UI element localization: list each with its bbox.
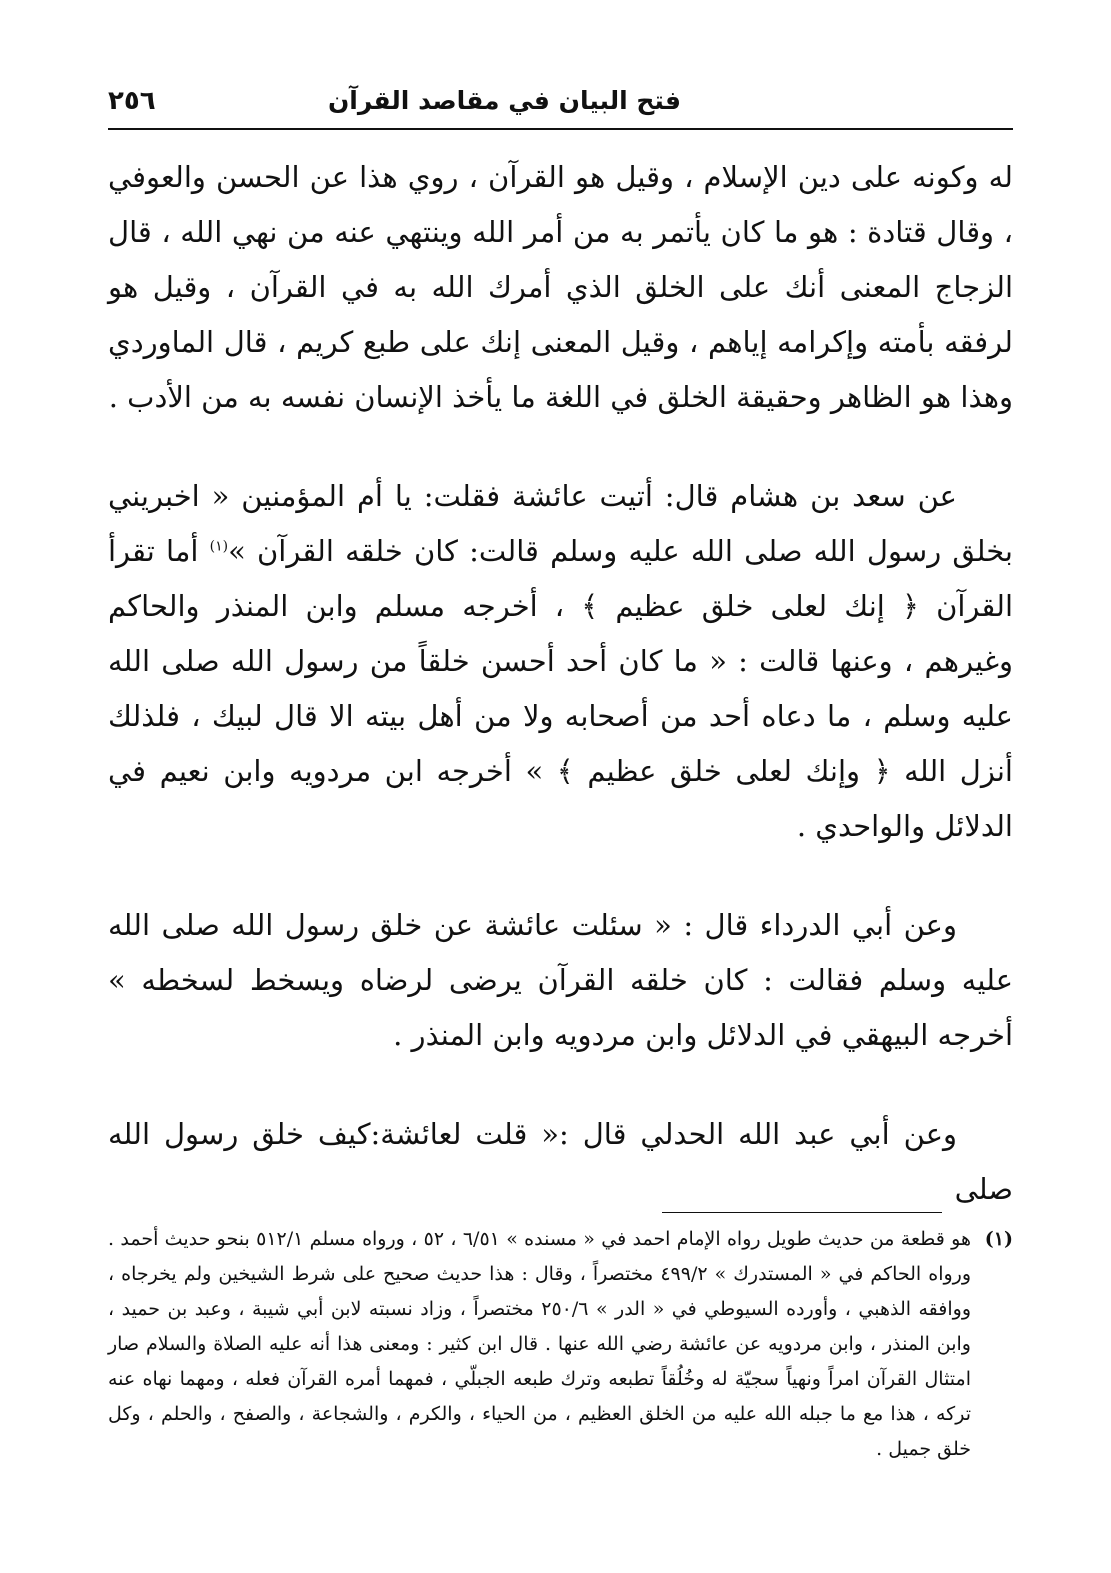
paragraph: له وكونه على دين الإسلام ، وقيل هو القرآن ، روي هذا عن الحسن والعوفي ، وقال قتادة : هو ما كان يأتمر به من أمر الله وينتهي عنه من نهي الله ، قال الزجاج المعنى أنك على الخلق الذي أمرك الله به في القرآن ، وقيل هو لرفقه بأمته وإكرامه إياهم ، وقيل المعنى إنك على طبع كريم ، قال الماوردي وهذا هو الظاهر وحقيقة الخلق في اللغة ما يأخذ الإنسان نفسه به من الأدب . [108,160,1014,414]
page-number: ٢٥٦ [108,86,156,116]
paragraph-text: أما تقرأ القرآن ﴿ إنك لعلى خلق عظيم ﴾ ، أخرجه مسلم وابن المنذر والحاكم وغيرهم ، وعنها قالت : « ما كان أحد أحسن خلقاً من رسول الله صلى الله عليه وسلم ، ما دعاه أحد من أصحابه ولا من أهل بيته الا قال لبيك ، فلذلك أنزل الله ﴿ وإنك لعلى خلق عظيم ﴾ » أخرجه ابن مردويه وابن نعيم في الدلائل والواحدي . [108,534,1013,843]
footnote-reference: (١) [209,538,229,555]
paragraph [108,469,1013,854]
main-text [108,150,1013,1217]
footnote-text: هو قطعة من حديث طويل رواه الإمام احمد في « مسنده » ٦/٥١ ، ٥٢ ، ورواه مسلم ٥١٢/١ بنحو حديث أحمد . ورواه الحاكم في « المستدرك » ٤٩٩/٢ مختصراً ، وقال : هذا حديث صحيح على شرط الشيخين ولم يخرجاه ، ووافقه الذهبي ، وأورده السيوطي في « الدر » ٢٥٠/٦ مختصراً ، وزاد نسبته لابن أبي شيبة ، وعبد بن حميد ، وابن المنذر ، وابن مردويه عن عائشة رضي الله عنها . قال ابن كثير : ومعنى هذا أنه عليه الصلاة والسلام صار امتثال القرآن امراً ونهياً سجيّة له وخُلُقاً تطبعه وترك طبعه الجبلّي ، فمهما أمره القرآن فعله ، ومهما نهاه عنه تركه ، هذا مع ما جبله الله عليه من الخلق العظيم ، من الحياء ، والكرم ، والشجاعة ، والصفح ، والحلم ، وكل خلق جميل . [108,1228,971,1460]
footnote [108,1222,1013,1467]
footnote-marker: (١) [984,1228,1013,1250]
running-header [108,80,1013,130]
footnote-divider [662,1212,942,1213]
paragraph: وعن أبي الدرداء قال : « سئلت عائشة عن خلق رسول الله صلى الله عليه وسلم فقالت : كان خلقه القرآن يرضى لرضاه ويسخط لسخطه » أخرجه البيهقي في الدلائل وابن مردويه وابن المنذر . [108,908,1013,1052]
paragraph-text: عن سعد بن هشام قال: أتيت عائشة فقلت: يا أم المؤمنين « اخبريني بخلق رسول الله صلى الله عليه وسلم قالت: كان خلقه القرآن » [108,479,1013,568]
paragraph: وعن أبي عبد الله الحدلي قال :« قلت لعائشة:كيف خلق رسول الله صلى [108,1117,1013,1206]
book-title: فتح البيان في مقاصد القرآن [327,86,681,115]
